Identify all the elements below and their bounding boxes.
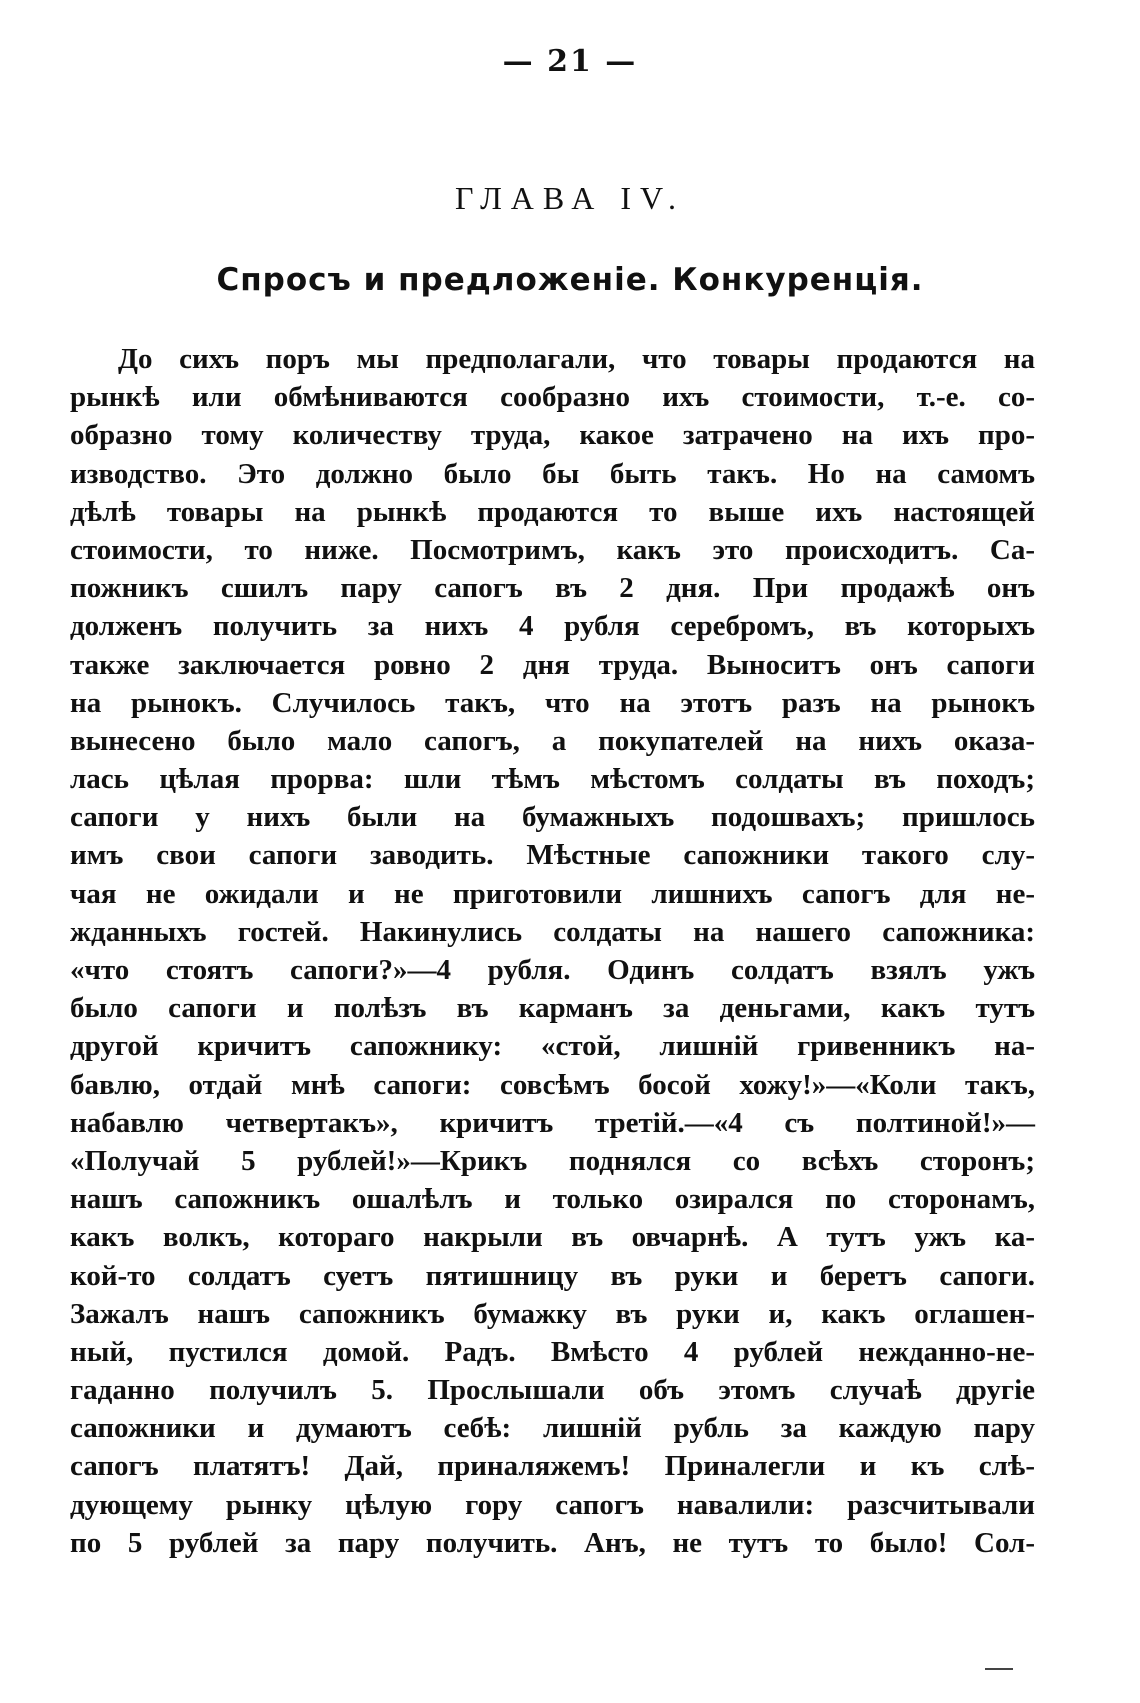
text-line: набавлю четвертакъ», кричитъ третій.—«4 съ полтиной!»— xyxy=(70,1106,1035,1139)
chapter-title: Спросъ и предложеніе. Конкуренція. xyxy=(216,262,924,298)
text-line: жданныхъ гостей. Накинулись солдаты на нашего сапожника: xyxy=(70,915,1035,948)
text-line: дѣлѣ товары на рынкѣ продаются то выше ихъ настоящей xyxy=(70,495,1035,528)
text-line: сапогъ платятъ! Дай, приналяжемъ! Приналегли и къ слѣ- xyxy=(70,1450,1035,1483)
body-paragraph xyxy=(70,340,1035,1562)
text-line: бавлю, отдай мнѣ сапоги: совсѣмъ босой хожу!»—«Коли такъ, xyxy=(70,1068,1035,1101)
text-line: сапоги у нихъ были на бумажныхъ подошвахъ; пришлось xyxy=(70,801,1035,834)
text-line: имъ свои сапоги заводить. Мѣстные сапожники такого слу- xyxy=(70,839,1035,872)
text-line: на рынокъ. Случилось такъ, что на этотъ разъ на рынокъ xyxy=(70,686,1035,719)
text-line: другой кричитъ сапожнику: «стой, лишній гривенникъ на- xyxy=(70,1030,1035,1063)
text-line: стоимости, то ниже. Посмотримъ, какъ это происходитъ. Са- xyxy=(70,533,1035,566)
text-line: чая не ожидали и не приготовили лишнихъ сапогъ для не- xyxy=(70,877,1035,910)
chapter-heading: ГЛАВА IV. xyxy=(455,180,685,216)
footer-dash xyxy=(985,1668,1013,1670)
text-line: сапожники и думаютъ себѣ: лишній рубль за каждую пару xyxy=(70,1412,1035,1445)
text-line: вынесено было мало сапогъ, а покупателей на нихъ оказа- xyxy=(70,724,1035,757)
text-line: пожникъ сшилъ пару сапогъ въ 2 дня. При продажѣ онъ xyxy=(70,572,1035,605)
text-line: рынкѣ или обмѣниваются сообразно ихъ стоимости, т.-е. со- xyxy=(70,381,1035,414)
text-line: ный, пустился домой. Радъ. Вмѣсто 4 рублей нежданно-не- xyxy=(70,1335,1035,1368)
text-line: нашъ сапожникъ ошалѣлъ и только озирался по сторонамъ, xyxy=(70,1183,1035,1216)
text-line: кой-то солдатъ суетъ пятишницу въ руки и беретъ сапоги. xyxy=(70,1259,1035,1292)
text-line: по 5 рублей за пару получить. Анъ, не тутъ то было! Сол- xyxy=(70,1526,1035,1559)
text-line: долженъ получить за нихъ 4 рубля серебромъ, въ которыхъ xyxy=(70,610,1035,643)
page-number: — 21 — xyxy=(502,44,638,79)
text-line: До сихъ поръ мы предполагали, что товары продаются на xyxy=(118,343,1035,375)
text-line: также заключается ровно 2 дня труда. Выноситъ онъ сапоги xyxy=(70,648,1035,681)
text-line: «что стоятъ сапоги?»—4 рубля. Одинъ солдатъ взялъ ужъ xyxy=(70,954,1035,986)
text-line: было сапоги и полѣзъ въ карманъ за деньгами, какъ тутъ xyxy=(70,992,1035,1025)
text-line: дующему рынку цѣлую гору сапогъ навалили: разсчитывали xyxy=(70,1488,1035,1521)
text-line: гаданно получилъ 5. Прослышали объ этомъ случаѣ другіе xyxy=(70,1374,1035,1407)
text-line: изводство. Это должно было бы быть такъ. Но на самомъ xyxy=(70,457,1035,490)
text-line: лась цѣлая прорва: шли тѣмъ мѣстомъ солдаты въ походъ; xyxy=(70,763,1035,796)
text-line: какъ волкъ, котораго накрыли въ овчарнѣ. А тутъ ужъ ка- xyxy=(70,1221,1035,1254)
text-line: «Получай 5 рублей!»—Крикъ поднялся со всѣхъ сторонъ; xyxy=(70,1144,1035,1177)
text-line: образно тому количеству труда, какое затрачено на ихъ про- xyxy=(70,419,1035,452)
text-line: Зажалъ нашъ сапожникъ бумажку въ руки и, какъ оглашен- xyxy=(70,1297,1035,1330)
